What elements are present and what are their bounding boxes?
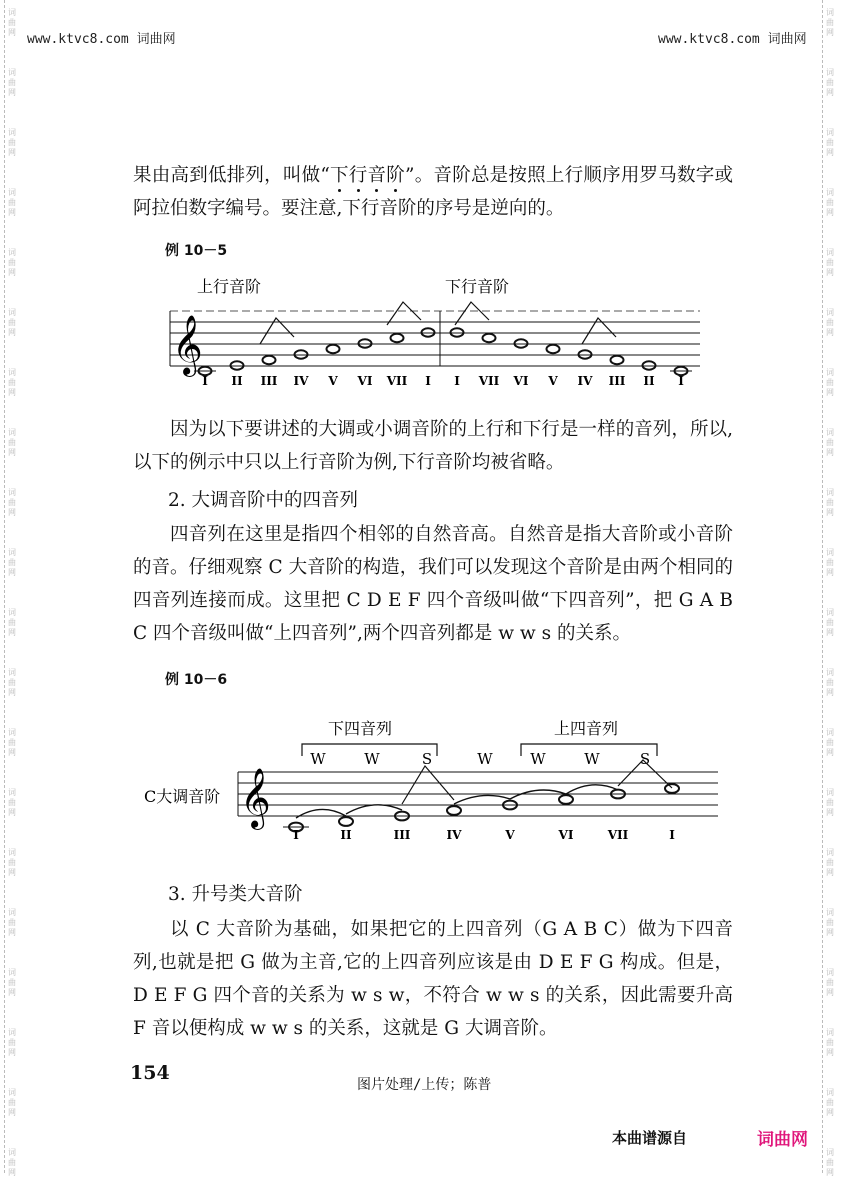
side-watermark-text: 词 曲 网 (8, 308, 16, 337)
scale-degree-numeral: VI (513, 374, 529, 388)
note-head (327, 345, 340, 353)
staff-lines-2 (238, 772, 718, 816)
upper-tetrachord-label: 上四音列 (554, 719, 619, 738)
side-watermark-text: 词 曲 网 (826, 968, 834, 997)
note-head (391, 334, 404, 342)
side-watermark-text: 词 曲 网 (826, 188, 834, 217)
treble-clef-icon: 𝄞 (172, 315, 203, 375)
scale-degree-numeral: VI (357, 374, 373, 388)
note-head (263, 356, 276, 364)
example-2-numerals (293, 828, 675, 842)
side-watermark-text: 词 曲 网 (8, 548, 16, 577)
scale-degree-numeral: IV (577, 374, 593, 388)
side-watermark-text: 词 曲 网 (826, 548, 834, 577)
emph-char-1: 下 (330, 165, 349, 186)
side-watermark-text: 词 曲 网 (826, 728, 834, 757)
scale-degree-numeral: II (231, 374, 243, 388)
note-head (547, 345, 560, 353)
side-watermark-text: 词 曲 网 (8, 728, 16, 757)
scale-degree-numeral: VII (386, 374, 408, 388)
side-watermark-text: 词 曲 网 (8, 8, 16, 37)
side-watermark-text: 词 曲 网 (8, 68, 16, 97)
side-watermark-text: 词 曲 网 (8, 368, 16, 397)
side-watermark-text: 词 曲 网 (826, 788, 834, 817)
ascending-label: 上行音阶 (197, 277, 262, 296)
side-watermark-text: 词 曲 网 (826, 1148, 834, 1177)
note-head (559, 795, 573, 804)
scale-degree-numeral: V (505, 828, 515, 842)
side-watermark-text: 词 曲 网 (826, 488, 834, 517)
right-watermark-strip (822, 0, 841, 1177)
example-2-notes (283, 784, 679, 831)
paragraph-2: 因为以下要讲述的大调或小调音阶的上行和下行是一样的音列，所以,以下的例示中只以上行音阶为例,下行音阶均被省略。 (133, 419, 733, 473)
header-right-site: 词曲网 (767, 32, 807, 47)
side-watermark-text: 词 曲 网 (8, 488, 16, 517)
treble-clef-icon: 𝄞 (240, 768, 271, 828)
paragraph-1 (133, 159, 733, 225)
scale-degree-numeral: VII (478, 374, 500, 388)
page-number: 154 (130, 1062, 170, 1084)
side-watermark-text: 词 曲 网 (826, 368, 834, 397)
step-label: W (477, 750, 493, 768)
scale-degree-numeral: I (425, 374, 431, 388)
lower-tetrachord-label: 下四音列 (328, 719, 393, 738)
section-3-heading: 3. 升号类大音阶 (168, 884, 303, 905)
scale-degree-numeral: I (202, 374, 208, 388)
side-watermark-text: 词 曲 网 (826, 1088, 834, 1117)
step-label: W (584, 750, 600, 768)
side-watermark-text: 词 曲 网 (8, 1028, 16, 1057)
left-watermark-strip (4, 0, 23, 1177)
note-head (447, 806, 461, 815)
whole-step-slurs (296, 785, 618, 818)
scale-degree-numeral: IV (293, 374, 309, 388)
side-watermark-text: 词 曲 网 (826, 908, 834, 937)
side-watermark-text: 词 曲 网 (8, 608, 16, 637)
bottom-site-logo[interactable]: 词曲网 (757, 1130, 808, 1150)
side-watermark-text: 词 曲 网 (8, 248, 16, 277)
step-label: W (530, 750, 546, 768)
side-watermark-text: 词 曲 网 (8, 968, 16, 997)
scale-degree-numeral: III (260, 374, 278, 388)
emph-char-2: 行 (349, 165, 368, 186)
scale-degree-numeral: II (643, 374, 655, 388)
scale-degree-numeral: V (548, 374, 558, 388)
header-left (27, 28, 176, 47)
side-watermark-text: 词 曲 网 (8, 848, 16, 877)
emph-char-4: 阶 (386, 165, 405, 186)
side-watermark-text: 词 曲 网 (826, 1028, 834, 1057)
paragraph-3: 四音列在这里是指四个相邻的自然音高。自然音是指大音阶或小音阶的音。仔细观察 C 大音阶的构造，我们可以发现这个音阶是由两个相同的四音列连接而成。这里把 C D E F 四个音级叫做“下四音列”，把 G A B C 四个音级叫做“上四音列”,两个四音列都是 w w s 的关系。 (133, 524, 733, 644)
section-2-heading: 2. 大调音阶中的四音列 (168, 490, 359, 511)
staff-label: C大调音阶 (144, 787, 221, 806)
step-label: S (639, 750, 651, 768)
emph-char-3: 音 (368, 165, 387, 186)
example-1-numerals (202, 374, 684, 388)
side-watermark-text: 词 曲 网 (8, 1148, 16, 1177)
side-watermark-text: 词 曲 网 (8, 128, 16, 157)
paragraph-1-before: 果由高到低排列，叫做“ (133, 165, 330, 186)
side-watermark-text: 词 曲 网 (8, 668, 16, 697)
side-watermark-text: 词 曲 网 (8, 1088, 16, 1117)
note-head (483, 334, 496, 342)
header-right-url[interactable]: www.ktvc8.com (658, 32, 760, 47)
step-label: S (421, 750, 433, 768)
side-watermark-text: 词 曲 网 (826, 608, 834, 637)
example-2-label: 例 10－6 (165, 672, 228, 688)
scale-degree-numeral: II (340, 828, 352, 842)
scale-degree-numeral: I (293, 828, 299, 842)
bottom-source-label: 本曲谱源自 (612, 1129, 688, 1147)
scale-degree-numeral: VI (558, 828, 574, 842)
step-label: W (364, 750, 380, 768)
scale-degree-numeral: IV (446, 828, 462, 842)
side-watermark-text: 词 曲 网 (826, 848, 834, 877)
side-watermark-text: 词 曲 网 (826, 308, 834, 337)
note-head (665, 784, 679, 793)
staff-lines-1 (170, 311, 700, 366)
step-label: W (310, 750, 326, 768)
side-watermark-text: 词 曲 网 (8, 428, 16, 457)
scale-degree-numeral: III (608, 374, 626, 388)
header-left-site: 词曲网 (136, 32, 176, 47)
descending-label: 下行音阶 (445, 277, 510, 296)
side-watermark-text: 词 曲 网 (8, 188, 16, 217)
scale-degree-numeral: III (393, 828, 411, 842)
note-head (611, 356, 624, 364)
side-watermark-text: 词 曲 网 (826, 248, 834, 277)
paragraph-4: 以 C 大音阶为基础，如果把它的上四音列（G A B C）做为下四音列,也就是把 G 做为主音,它的上四音列应该是由 D E F G 构成。但是，D E F G 四个音的关系为 w s w，不符合 w w s 的关系，因此需要升高 F 音以便构成 w w s 的关系，这就是 G 大调音阶。 (133, 919, 733, 1039)
scale-degree-numeral: I (669, 828, 675, 842)
example-1-notes (194, 328, 692, 375)
side-watermark-text: 词 曲 网 (8, 908, 16, 937)
scale-degree-numeral: V (328, 374, 338, 388)
side-watermark-text: 词 曲 网 (8, 788, 16, 817)
example-1-label: 例 10－5 (165, 243, 228, 259)
header-left-url[interactable]: www.ktvc8.com (27, 32, 129, 47)
step-labels (310, 750, 650, 768)
scale-degree-numeral: I (678, 374, 684, 388)
scale-degree-numeral: VII (607, 828, 629, 842)
example-1-staff (160, 270, 720, 400)
note-head (339, 817, 353, 826)
side-watermark-text: 词 曲 网 (826, 428, 834, 457)
example-1-halfstep-marks (260, 302, 616, 344)
side-watermark-text: 词 曲 网 (826, 68, 834, 97)
header-right (658, 28, 807, 47)
footer-credit: 图片处理/上传；陈普 (357, 1077, 492, 1093)
paragraph-1-after: ”。音阶总是按照上行顺序用罗马数字或阿拉伯数字编号。要注意,下行音阶的序号是逆向的。 (133, 165, 733, 219)
side-watermark-text: 词 曲 网 (826, 668, 834, 697)
side-watermark-text: 词 曲 网 (826, 128, 834, 157)
side-watermark-text: 词 曲 网 (826, 8, 834, 37)
scale-degree-numeral: I (454, 374, 460, 388)
example-2-staff (140, 712, 740, 852)
